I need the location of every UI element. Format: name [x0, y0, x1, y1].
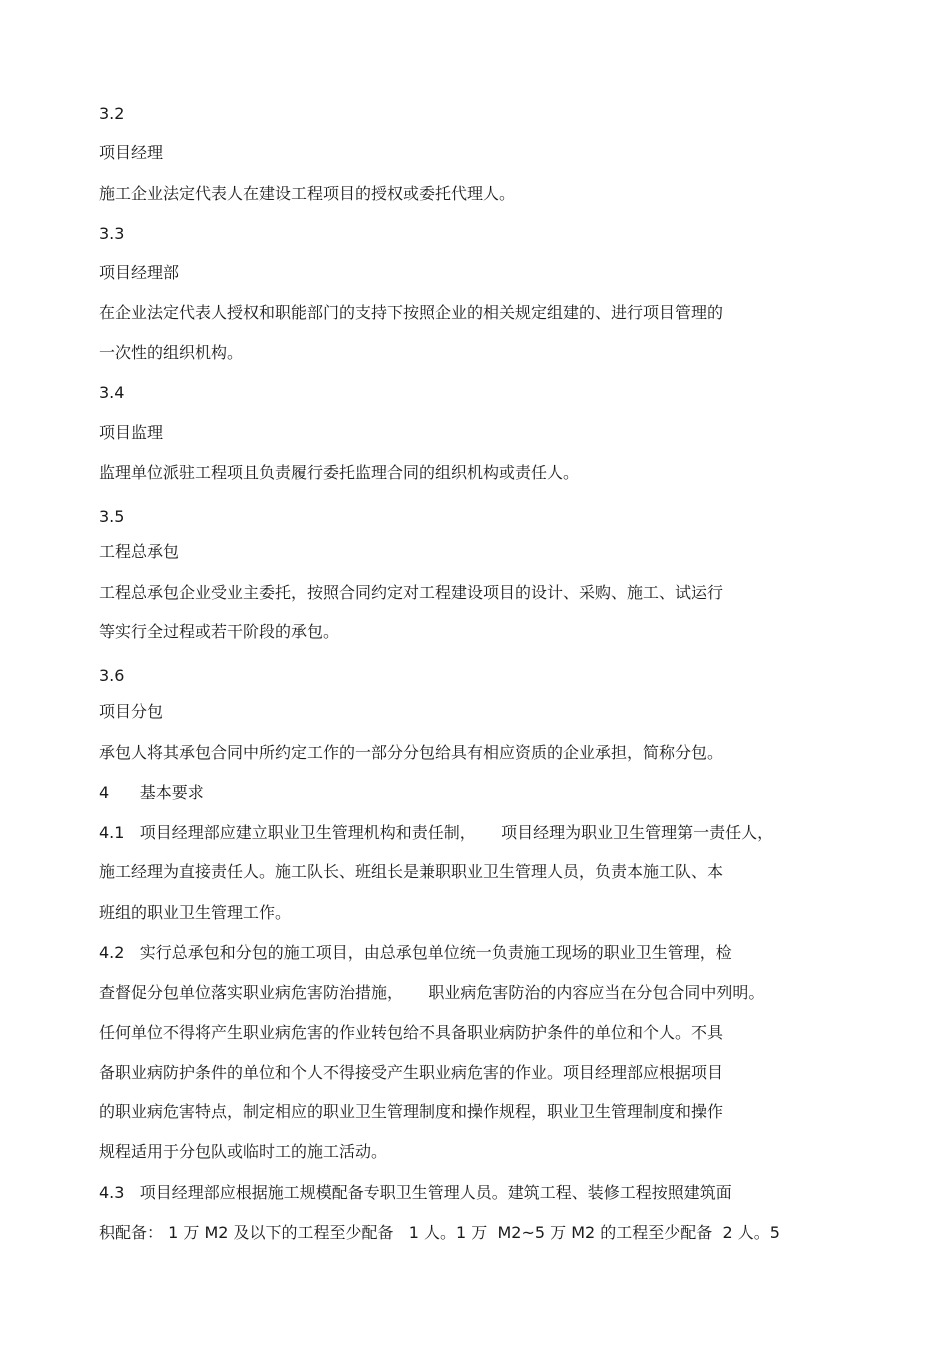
paragraph-line: 班组的职业卫生管理工作。	[99, 903, 292, 922]
definition-text: 监理单位派驻工程项且负责履行委托监理合同的组织机构或责任人。	[99, 463, 580, 482]
clause-4-3: 4.3 项目经理部应根据施工规模配备专职卫生管理人员。建筑工程、装修工程按照建筑面	[99, 1183, 732, 1202]
section-number-3-5: 3.5	[99, 507, 125, 526]
paragraph-line: 备职业病防护条件的单位和个人不得接受产生职业病危害的作业。项目经理部应根据项目	[99, 1063, 724, 1082]
definition-text: 一次性的组织机构。	[99, 343, 244, 362]
section-heading-4: 4 基本要求	[99, 783, 204, 802]
clause-4-1: 4.1 项目经理部应建立职业卫生管理机构和责任制， 项目经理为职业卫生管理第一责任人，	[99, 823, 774, 842]
section-number-3-2: 3.2	[99, 104, 125, 123]
term-heading: 工程总承包	[99, 542, 180, 561]
definition-text: 工程总承包企业受业主委托，按照合同约定对工程建设项目的设计、采购、施工、试运行	[99, 583, 724, 602]
paragraph-line: 施工经理为直接责任人。施工队长、班组长是兼职职业卫生管理人员，负责本施工队、本	[99, 862, 724, 881]
paragraph-line: 查督促分包单位落实职业病危害防治措施， 职业病危害防治的内容应当在分包合同中列明。	[99, 983, 765, 1002]
section-number-3-4: 3.4	[99, 383, 125, 402]
paragraph-line: 任何单位不得将产生职业病危害的作业转包给不具备职业病防护条件的单位和个人。不具	[99, 1023, 724, 1042]
definition-text: 承包人将其承包合同中所约定工作的一部分分包给具有相应资质的企业承担，简称分包。	[99, 743, 724, 762]
definition-text: 等实行全过程或若干阶段的承包。	[99, 622, 340, 641]
term-heading: 项目经理	[99, 143, 164, 162]
definition-text: 在企业法定代表人授权和职能部门的支持下按照企业的相关规定组建的、进行项目管理的	[99, 303, 724, 322]
paragraph-line: 积配备： 1 万 M2 及以下的工程至少配备 1 人。1 万 M2~5 万 M2 的工程至少配备 2 人。5	[99, 1223, 780, 1242]
paragraph-line: 规程适用于分包队或临时工的施工活动。	[99, 1142, 388, 1161]
definition-text: 施工企业法定代表人在建设工程项目的授权或委托代理人。	[99, 184, 516, 203]
section-number-3-6: 3.6	[99, 666, 125, 685]
paragraph-line: 的职业病危害特点，制定相应的职业卫生管理制度和操作规程，职业卫生管理制度和操作	[99, 1102, 724, 1121]
term-heading: 项目经理部	[99, 263, 180, 282]
clause-4-2: 4.2 实行总承包和分包的施工项目，由总承包单位统一负责施工现场的职业卫生管理，检	[99, 943, 732, 962]
term-heading: 项目监理	[99, 423, 164, 442]
section-number-3-3: 3.3	[99, 224, 125, 243]
term-heading: 项目分包	[99, 702, 164, 721]
